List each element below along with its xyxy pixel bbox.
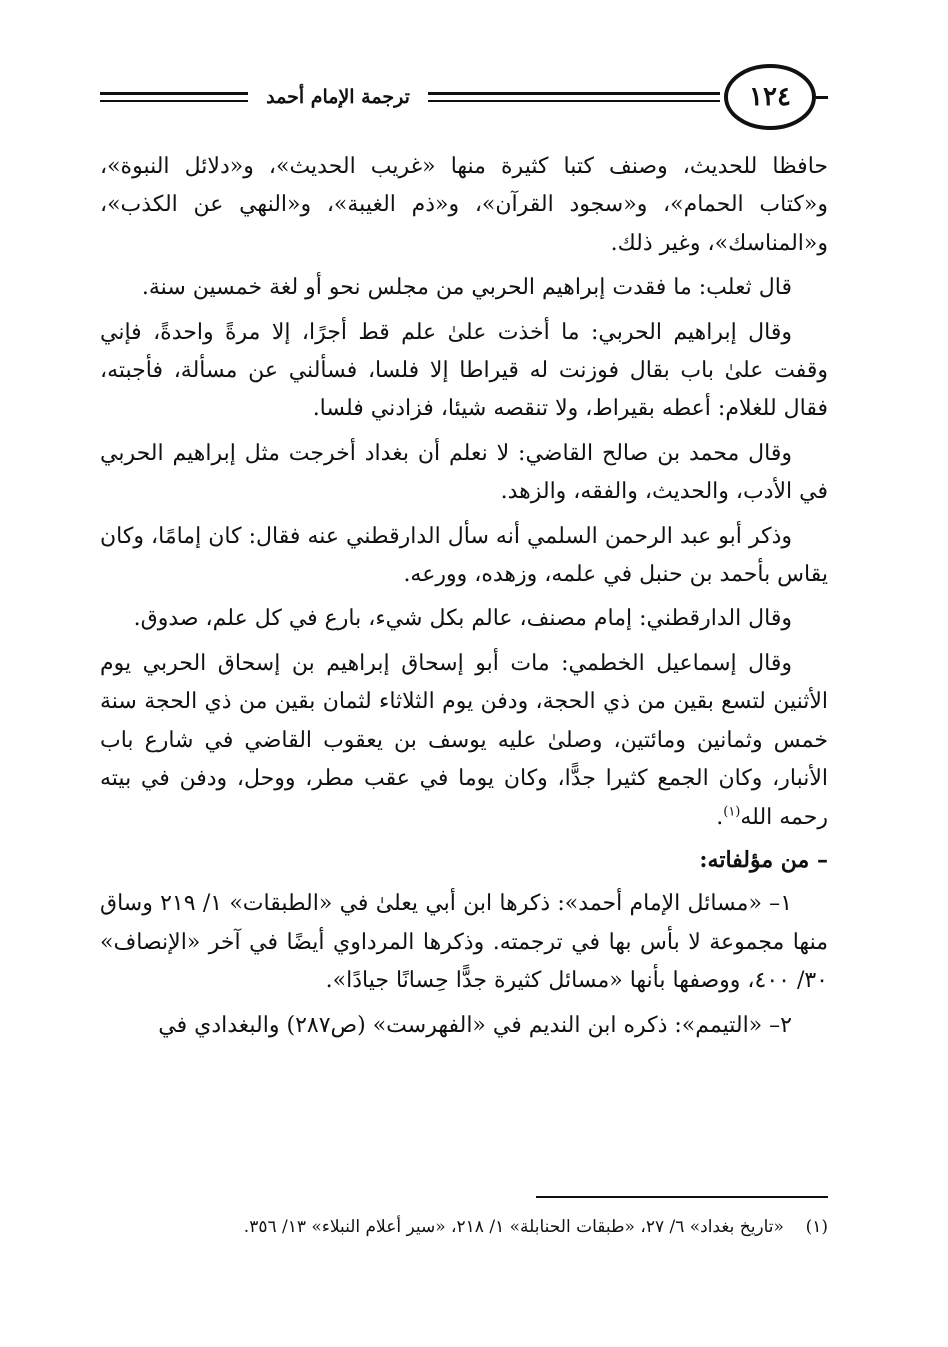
paragraph-6: وقال الدارقطني: إمام مصنف، عالم بكل شيء، بارع في كل علم، صدوق. [133,606,792,632]
paragraph-4: وقال محمد بن صالح القاضي: لا نعلم أن بغداد أخرجت مثل إبراهيم الحربي في الأدب، والحديث، والفقه، والزهد. [100,440,828,505]
list-item-2: ٢– «التيمم»: ذكره ابن النديم في «الفهرست» (ص٢٨٧) والبغدادي في [158,1012,792,1038]
page-number-frame [720,62,820,132]
section-heading: – من مؤلفاته: [699,846,828,873]
paragraph-7-end: . [716,804,724,830]
footnote [100,1212,828,1242]
paragraph-7 [100,645,828,837]
list-item-1: ١– «مسائل الإمام أحمد»: ذكرها ابن أبي يعلىٰ في «الطبقات» ١/ ٢١٩ وساق منها مجموعة لا بأس بها في ترجمته. وذكرها المرداوي أيضًا في آخر «الإنصاف» ٣٠/ ٤٠٠، ووصفها بأنها «مسائل كثيرة جدًّا حِسانًا جيادًا». [100,891,828,994]
main-text [100,148,828,1045]
footnote-number: (١) [805,1217,828,1237]
page-number: ١٢٤ [749,82,791,112]
footnote-text: «تاريخ بغداد» ٦/ ٢٧، «طبقات الحنابلة» ١/ ٢١٨، «سير أعلام النبلاء» ١٣/ ٣٥٦. [243,1217,784,1237]
footnote-separator [536,1196,828,1198]
footnote-marker[interactable]: (١) [723,804,741,820]
running-title: ترجمة الإمام أحمد [248,82,428,112]
paragraph-1: حافظا للحديث، وصنف كتبا كثيرة منها «غريب الحديث»، و«دلائل النبوة»، و«كتاب الحمام»، و«سجود القرآن»، و«ذم الغيبة»، و«النهي عن الكذب»، و«المناسك»، وغير ذلك. [100,154,828,256]
page-header [100,62,828,134]
paragraph-7-text: وقال إسماعيل الخطمي: مات أبو إسحاق إبراهيم بن إسحاق الحربي يوم الأثنين لتسع بقين من ذي الحجة، ودفن يوم الثلاثاء لثمان بقين من ذي الحجة سنة خمس وثمانين ومائتين، وصلىٰ عليه يوسف بن يعقوب القاضي في شارع باب الأنبار، وكان الجمع كثيرا جدًّا، وكان يوما في عقب مطر، ووحل، ودفن في بيته رحمه الله [100,650,829,830]
paragraph-5: وذكر أبو عبد الرحمن السلمي أنه سأل الدارقطني عنه فقال: كان إمامًا، وكان يقاس بأحمد بن حنبل في علمه، وزهده، وورعه. [100,523,828,588]
paragraph-3: وقال إبراهيم الحربي: ما أخذت علىٰ علم قط أجرًا، إلا مرةً واحدةً، فإني وقفت علىٰ باب بقال فوزنت له قيراطا إلا فلسا، فسألني عن مسألة، فأجبته، فقال للغلام: أعطه بقيراط، ولا تنقصه شيئا، فزادني فلسا. [100,319,828,422]
paragraph-2: قال ثعلب: ما فقدت إبراهيم الحربي من مجلس نحو أو لغة خمسين سنة. [141,275,792,301]
